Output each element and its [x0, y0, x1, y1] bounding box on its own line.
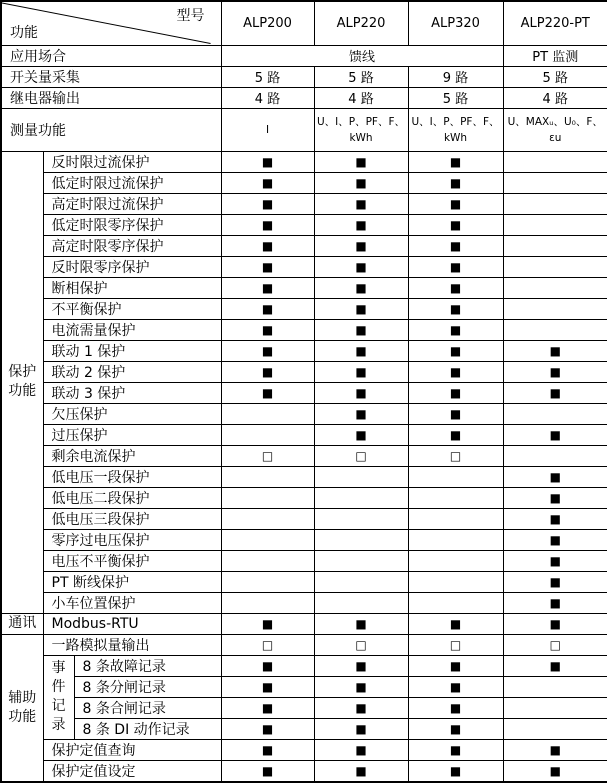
support-mark-cell: ■	[314, 277, 408, 298]
support-mark-cell	[221, 403, 314, 424]
function-name-cell: 欠压保护	[43, 403, 221, 424]
function-name-cell: 低定时限零序保护	[43, 214, 221, 235]
support-mark-cell: ■	[408, 256, 503, 277]
spec-value-line: kWh	[409, 130, 503, 146]
support-mark-cell: ■	[221, 676, 314, 697]
event-group-label-line: 事	[44, 659, 74, 678]
function-name-cell: 零序过电压保护	[43, 529, 221, 550]
spec-value-line: 4 路	[222, 88, 314, 107]
feature-row	[1, 613, 607, 634]
function-name-cell: 低定时限过流保护	[43, 172, 221, 193]
spec-value-line: εu	[504, 130, 607, 146]
support-mark-cell: ■	[503, 508, 607, 529]
function-name-cell: 8 条 DI 动作记录	[74, 718, 221, 739]
feature-row	[1, 256, 607, 277]
support-mark-cell	[503, 151, 607, 172]
feature-row	[1, 571, 607, 592]
function-name-cell: 联动 3 保护	[43, 382, 221, 403]
function-name-cell: 高定时限过流保护	[43, 193, 221, 214]
support-mark-cell: ■	[221, 697, 314, 718]
spec-value-cell	[503, 45, 607, 66]
header-row	[1, 1, 607, 45]
support-mark-cell	[408, 466, 503, 487]
support-mark-cell: ■	[408, 676, 503, 697]
support-mark-cell: ■	[221, 613, 314, 634]
support-mark-cell: □	[221, 445, 314, 466]
support-mark-cell: ■	[314, 718, 408, 739]
feature-row	[1, 340, 607, 361]
feature-row	[1, 655, 607, 676]
support-mark-cell: ■	[221, 340, 314, 361]
support-mark-cell: ■	[503, 613, 607, 634]
feature-row	[1, 697, 607, 718]
spec-row	[1, 45, 607, 66]
function-name-cell: 保护定值查询	[43, 739, 221, 760]
support-mark-cell: ■	[314, 340, 408, 361]
support-mark-cell: □	[314, 634, 408, 655]
support-mark-cell: ■	[408, 760, 503, 782]
spec-value-line: kWh	[315, 130, 408, 146]
feature-row	[1, 172, 607, 193]
support-mark-cell	[408, 571, 503, 592]
support-mark-cell: ■	[314, 403, 408, 424]
support-mark-cell: ■	[314, 256, 408, 277]
feature-row	[1, 739, 607, 760]
support-mark-cell: ■	[314, 760, 408, 782]
section-label	[1, 151, 43, 613]
feature-row	[1, 193, 607, 214]
support-mark-cell: ■	[503, 655, 607, 676]
model-header-3: ALP220-PT	[503, 1, 607, 45]
support-mark-cell: ■	[408, 193, 503, 214]
event-group-label	[43, 655, 74, 739]
support-mark-cell	[221, 529, 314, 550]
model-header-2: ALP320	[408, 1, 503, 45]
support-mark-cell: ■	[314, 424, 408, 445]
support-mark-cell: ■	[503, 550, 607, 571]
function-name-cell: 8 条分闸记录	[74, 676, 221, 697]
spec-value-line: 5 路	[222, 67, 314, 86]
support-mark-cell	[221, 592, 314, 613]
support-mark-cell: ■	[408, 403, 503, 424]
spec-value-line: 馈线	[222, 46, 503, 65]
feature-row	[1, 634, 607, 655]
spec-value-line: 5 路	[409, 88, 503, 107]
support-mark-cell: ■	[221, 256, 314, 277]
feature-row	[1, 466, 607, 487]
support-mark-cell	[314, 571, 408, 592]
support-mark-cell: ■	[503, 361, 607, 382]
feature-row	[1, 550, 607, 571]
support-mark-cell	[314, 529, 408, 550]
function-name-cell: 8 条合闸记录	[74, 697, 221, 718]
feature-row	[1, 151, 607, 172]
function-name-cell: 电流需量保护	[43, 319, 221, 340]
corner-type-label: 型号	[177, 5, 205, 25]
support-mark-cell: ■	[408, 718, 503, 739]
support-mark-cell: ■	[503, 760, 607, 782]
spec-row-label: 继电器输出	[1, 87, 221, 108]
spec-value-line: PT 监测	[504, 46, 607, 65]
support-mark-cell: ■	[408, 214, 503, 235]
support-mark-cell: ■	[408, 340, 503, 361]
feature-row	[1, 361, 607, 382]
model-header-1: ALP220	[314, 1, 408, 45]
spec-value-cell	[503, 108, 607, 151]
support-mark-cell	[314, 487, 408, 508]
spec-value-line: U、I、P、PF、F、	[315, 114, 408, 130]
function-name-cell: 低电压一段保护	[43, 466, 221, 487]
feature-row	[1, 718, 607, 739]
corner-cell	[1, 1, 221, 45]
spec-value-cell	[221, 108, 314, 151]
support-mark-cell: ■	[221, 739, 314, 760]
function-name-cell: 低电压三段保护	[43, 508, 221, 529]
support-mark-cell: ■	[408, 613, 503, 634]
spec-value-cell	[314, 66, 408, 87]
support-mark-cell	[408, 592, 503, 613]
spec-value-cell	[503, 66, 607, 87]
section-label-line: 功能	[2, 708, 43, 727]
support-mark-cell: ■	[314, 361, 408, 382]
spec-value-cell	[503, 87, 607, 108]
feature-row	[1, 424, 607, 445]
feature-row	[1, 487, 607, 508]
support-mark-cell	[503, 676, 607, 697]
support-mark-cell: ■	[221, 718, 314, 739]
spec-row-label: 开关量采集	[1, 66, 221, 87]
support-mark-cell: ■	[408, 655, 503, 676]
support-mark-cell	[221, 571, 314, 592]
support-mark-cell	[221, 487, 314, 508]
support-mark-cell: ■	[221, 361, 314, 382]
section-label	[1, 634, 43, 782]
section-label-line: 辅助	[2, 689, 43, 708]
function-name-cell: 过压保护	[43, 424, 221, 445]
feature-row	[1, 319, 607, 340]
support-mark-cell: ■	[314, 193, 408, 214]
support-mark-cell	[503, 277, 607, 298]
spec-value-cell	[221, 45, 503, 66]
support-mark-cell: □	[408, 445, 503, 466]
support-mark-cell: ■	[408, 277, 503, 298]
support-mark-cell: □	[408, 634, 503, 655]
spec-value-line: 4 路	[504, 88, 607, 107]
support-mark-cell: ■	[221, 235, 314, 256]
support-mark-cell: ■	[314, 235, 408, 256]
feature-row	[1, 235, 607, 256]
support-mark-cell: ■	[503, 340, 607, 361]
support-mark-cell	[503, 193, 607, 214]
support-mark-cell	[503, 445, 607, 466]
feature-row	[1, 214, 607, 235]
feature-row	[1, 592, 607, 613]
spec-row-label: 测量功能	[1, 108, 221, 151]
support-mark-cell: ■	[314, 697, 408, 718]
support-mark-cell	[503, 718, 607, 739]
spec-row	[1, 87, 607, 108]
support-mark-cell	[314, 592, 408, 613]
support-mark-cell: ■	[503, 487, 607, 508]
support-mark-cell: ■	[408, 739, 503, 760]
function-name-cell: PT 断线保护	[43, 571, 221, 592]
support-mark-cell	[503, 214, 607, 235]
function-name-cell: 8 条故障记录	[74, 655, 221, 676]
support-mark-cell: □	[503, 634, 607, 655]
support-mark-cell	[221, 424, 314, 445]
support-mark-cell: ■	[314, 655, 408, 676]
support-mark-cell	[408, 508, 503, 529]
support-mark-cell	[503, 256, 607, 277]
support-mark-cell: ■	[408, 151, 503, 172]
support-mark-cell: ■	[314, 676, 408, 697]
support-mark-cell: ■	[221, 319, 314, 340]
support-mark-cell: ■	[221, 655, 314, 676]
support-mark-cell: ■	[221, 172, 314, 193]
support-mark-cell	[503, 319, 607, 340]
support-mark-cell: ■	[314, 214, 408, 235]
function-name-cell: 联动 2 保护	[43, 361, 221, 382]
support-mark-cell	[408, 550, 503, 571]
spec-value-cell	[314, 108, 408, 151]
support-mark-cell: ■	[503, 424, 607, 445]
support-mark-cell	[503, 298, 607, 319]
function-name-cell: 反时限零序保护	[43, 256, 221, 277]
function-name-cell: 电压不平衡保护	[43, 550, 221, 571]
feature-row	[1, 403, 607, 424]
feature-row	[1, 760, 607, 782]
spec-value-cell	[408, 87, 503, 108]
spec-value-cell	[408, 108, 503, 151]
section-label-line: 通讯	[2, 614, 43, 633]
support-mark-cell: ■	[408, 172, 503, 193]
function-name-cell: 联动 1 保护	[43, 340, 221, 361]
support-mark-cell	[503, 403, 607, 424]
feature-row	[1, 445, 607, 466]
feature-row	[1, 298, 607, 319]
support-mark-cell: ■	[503, 592, 607, 613]
support-mark-cell: ■	[314, 739, 408, 760]
support-mark-cell	[221, 466, 314, 487]
feature-row	[1, 529, 607, 550]
spec-value-cell	[221, 87, 314, 108]
support-mark-cell: ■	[221, 760, 314, 782]
support-mark-cell: ■	[408, 235, 503, 256]
spec-row	[1, 108, 607, 151]
spec-row-label: 应用场合	[1, 45, 221, 66]
support-mark-cell: ■	[503, 382, 607, 403]
spec-value-line: 5 路	[504, 67, 607, 86]
function-name-cell: 高定时限零序保护	[43, 235, 221, 256]
function-name-cell: 保护定值设定	[43, 760, 221, 782]
support-mark-cell: ■	[221, 298, 314, 319]
support-mark-cell	[408, 487, 503, 508]
support-mark-cell	[503, 235, 607, 256]
support-mark-cell	[314, 550, 408, 571]
support-mark-cell: ■	[314, 319, 408, 340]
spec-value-line: U、MAXᵤ、U₀、F、	[504, 114, 607, 130]
support-mark-cell: ■	[408, 298, 503, 319]
support-mark-cell: ■	[503, 739, 607, 760]
support-mark-cell	[408, 529, 503, 550]
support-mark-cell: ■	[314, 172, 408, 193]
support-mark-cell: ■	[503, 529, 607, 550]
support-mark-cell: ■	[221, 214, 314, 235]
function-name-cell: Modbus-RTU	[43, 613, 221, 634]
corner-function-label: 功能	[10, 22, 38, 42]
spec-value-line: U、I、P、PF、F、	[409, 114, 503, 130]
event-group-label-line: 录	[44, 716, 74, 735]
feature-row	[1, 676, 607, 697]
support-mark-cell: ■	[408, 424, 503, 445]
spec-value-line: 9 路	[409, 67, 503, 86]
spec-value-line: 5 路	[315, 67, 408, 86]
support-mark-cell	[221, 550, 314, 571]
feature-row	[1, 382, 607, 403]
support-mark-cell: ■	[314, 382, 408, 403]
function-name-cell: 断相保护	[43, 277, 221, 298]
support-mark-cell: ■	[221, 193, 314, 214]
spec-value-cell	[221, 66, 314, 87]
function-name-cell: 低电压二段保护	[43, 487, 221, 508]
function-name-cell: 反时限过流保护	[43, 151, 221, 172]
function-name-cell: 不平衡保护	[43, 298, 221, 319]
spec-value-cell	[314, 87, 408, 108]
support-mark-cell	[503, 697, 607, 718]
feature-row	[1, 508, 607, 529]
section-label	[1, 613, 43, 634]
spec-value-line: 4 路	[315, 88, 408, 107]
support-mark-cell: ■	[314, 151, 408, 172]
support-mark-cell: ■	[221, 277, 314, 298]
support-mark-cell	[221, 508, 314, 529]
support-mark-cell: ■	[314, 298, 408, 319]
support-mark-cell: ■	[408, 697, 503, 718]
support-mark-cell: ■	[408, 382, 503, 403]
support-mark-cell	[503, 172, 607, 193]
model-header-0: ALP200	[221, 1, 314, 45]
spec-value-cell	[408, 66, 503, 87]
support-mark-cell	[314, 508, 408, 529]
spec-value-line: I	[222, 122, 314, 138]
support-mark-cell: □	[221, 634, 314, 655]
function-name-cell: 一路模拟量输出	[43, 634, 221, 655]
support-mark-cell: ■	[503, 466, 607, 487]
support-mark-cell: ■	[503, 571, 607, 592]
function-name-cell: 剩余电流保护	[43, 445, 221, 466]
event-group-label-line: 记	[44, 697, 74, 716]
spec-row	[1, 66, 607, 87]
section-label-line: 功能	[2, 382, 43, 401]
support-mark-cell: ■	[408, 361, 503, 382]
support-mark-cell: □	[314, 445, 408, 466]
support-mark-cell: ■	[221, 382, 314, 403]
section-label-line: 保护	[2, 363, 43, 382]
function-name-cell: 小车位置保护	[43, 592, 221, 613]
support-mark-cell: ■	[408, 319, 503, 340]
support-mark-cell: ■	[314, 613, 408, 634]
support-mark-cell	[314, 466, 408, 487]
support-mark-cell: ■	[221, 151, 314, 172]
feature-row	[1, 277, 607, 298]
event-group-label-line: 件	[44, 678, 74, 697]
